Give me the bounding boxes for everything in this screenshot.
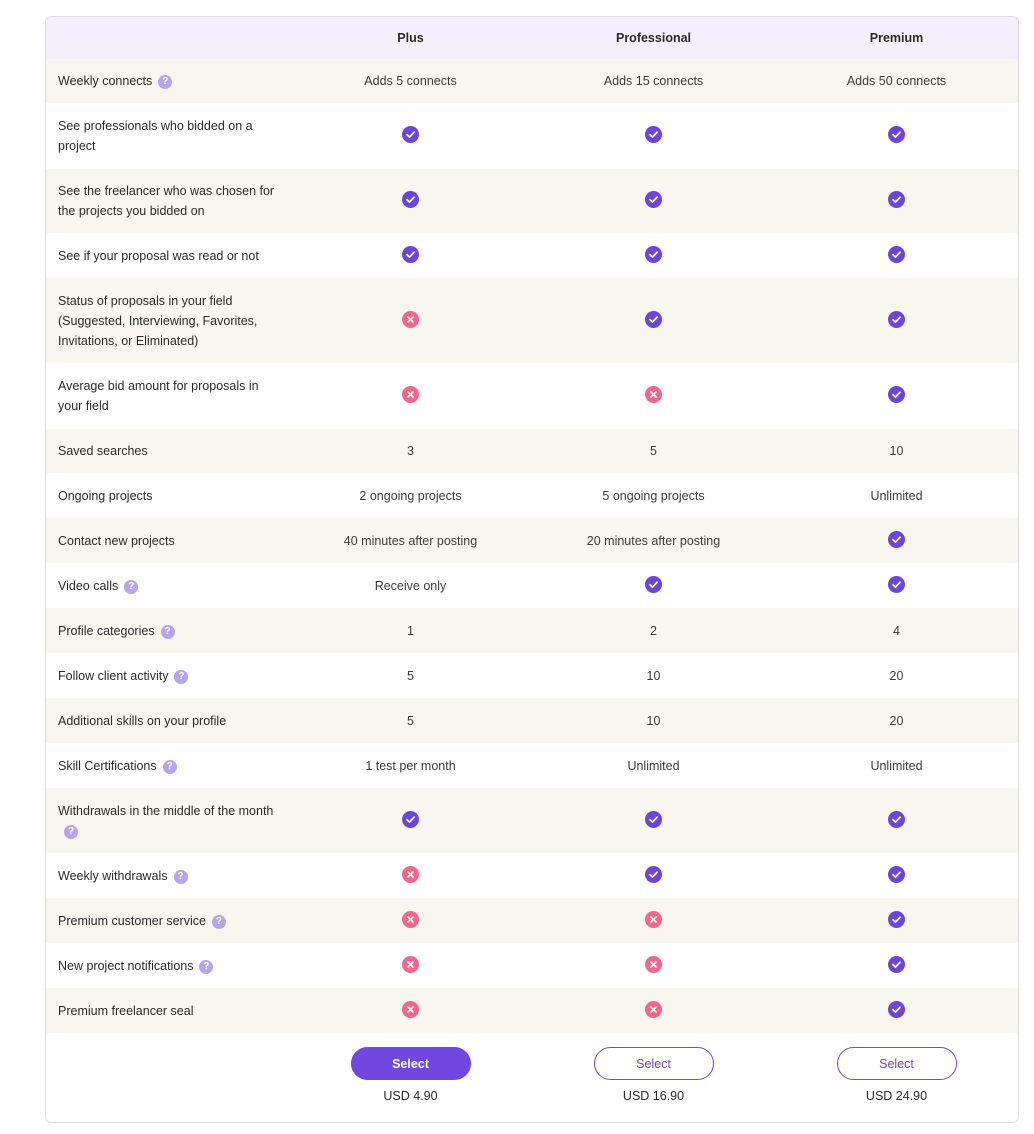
- cell-plus: [289, 386, 532, 406]
- cell-value: Unlimited: [870, 488, 923, 503]
- table-row: [46, 278, 1018, 363]
- price-professional: USD 16.90: [622, 1089, 685, 1103]
- cell-value: 5: [650, 444, 657, 458]
- cell-premium: [775, 126, 1018, 146]
- table-footer: [46, 1033, 1018, 1121]
- cell-premium: [775, 714, 1018, 728]
- cell-premium: [775, 246, 1018, 266]
- cross-icon: [402, 911, 419, 931]
- check-icon: [888, 531, 905, 551]
- cell-plus: [289, 489, 532, 503]
- feature-label-text: See professionals who bidded on a project: [58, 119, 253, 153]
- cell-premium: [775, 191, 1018, 211]
- help-icon[interactable]: ?: [124, 580, 138, 594]
- cell-plus: [289, 311, 532, 331]
- feature-label: [46, 666, 289, 686]
- feature-label-text: Additional skills on your profile: [58, 713, 227, 728]
- feature-label: [46, 486, 289, 506]
- feature-label-text: Withdrawals in the middle of the month: [58, 803, 274, 818]
- feature-label: [46, 376, 289, 416]
- feature-label-text: Status of proposals in your field (Suggested, Interviewing, Favorites, Invitations, or Eliminated): [58, 293, 258, 348]
- cell-value: 10: [646, 668, 661, 683]
- cell-value: Adds 15 connects: [603, 74, 704, 88]
- cell-value: Unlimited: [627, 758, 680, 773]
- cell-professional: [532, 534, 775, 548]
- feature-label: [46, 246, 289, 266]
- feature-label: [46, 866, 289, 886]
- feature-label-text: See the freelancer who was chosen for the projects you bidded on: [58, 184, 275, 218]
- feature-label: [46, 71, 289, 91]
- feature-label-text: Premium freelancer seal: [58, 1003, 194, 1018]
- cross-icon: [402, 866, 419, 886]
- check-icon: [888, 956, 905, 976]
- cell-professional: [532, 311, 775, 331]
- cell-plus: [289, 534, 532, 548]
- cell-value: Unlimited: [870, 758, 923, 773]
- cross-icon: [645, 386, 662, 406]
- check-icon: [888, 191, 905, 211]
- cell-plus: [289, 759, 532, 773]
- cell-plus: [289, 1001, 532, 1021]
- cell-premium: [775, 576, 1018, 596]
- feature-label-text: Ongoing projects: [58, 488, 153, 503]
- cell-professional: [532, 956, 775, 976]
- header-plan-premium: Premium: [869, 31, 924, 45]
- feature-label-text: Video calls: [58, 578, 119, 593]
- check-icon: [645, 191, 662, 211]
- cross-icon: [645, 956, 662, 976]
- cell-plus: [289, 579, 532, 593]
- cell-premium: [775, 911, 1018, 931]
- table-row: [46, 608, 1018, 653]
- cell-plus: [289, 811, 532, 831]
- cell-plus: [289, 669, 532, 683]
- cell-professional: [532, 191, 775, 211]
- cell-premium: [775, 386, 1018, 406]
- feature-label: [46, 576, 289, 596]
- cell-professional: [532, 246, 775, 266]
- cross-icon: [402, 311, 419, 331]
- feature-label: [46, 756, 289, 776]
- table-row: [46, 898, 1018, 943]
- feature-label: [46, 956, 289, 976]
- feature-label: [46, 531, 289, 551]
- feature-label: [46, 621, 289, 641]
- header-plan-professional: Professional: [615, 31, 692, 45]
- cell-premium: [775, 956, 1018, 976]
- table-row: [46, 788, 1018, 853]
- cell-professional: [532, 714, 775, 728]
- check-icon: [402, 811, 419, 831]
- check-icon: [888, 576, 905, 596]
- check-icon: [888, 911, 905, 931]
- help-icon[interactable]: ?: [199, 960, 213, 974]
- help-icon[interactable]: ?: [64, 825, 78, 839]
- cell-professional: [532, 811, 775, 831]
- check-icon: [888, 811, 905, 831]
- feature-label-text: Weekly connects: [58, 74, 153, 88]
- cell-professional: [532, 669, 775, 683]
- cell-plus: [289, 911, 532, 931]
- cell-plus: [289, 126, 532, 146]
- plan-footer-plus: [289, 1047, 532, 1103]
- cell-premium: [775, 759, 1018, 773]
- cell-professional: [532, 624, 775, 638]
- table-row: [46, 233, 1018, 278]
- table-row: [46, 943, 1018, 988]
- plan-comparison-table: [45, 16, 1019, 1123]
- feature-label-text: Follow client activity: [58, 668, 169, 683]
- help-icon[interactable]: ?: [174, 870, 188, 884]
- select-professional-button[interactable]: Select: [594, 1047, 714, 1080]
- cell-professional: [532, 489, 775, 503]
- feature-label: [46, 801, 289, 841]
- table-row: [46, 853, 1018, 898]
- cell-plus: [289, 866, 532, 886]
- cell-professional: [532, 911, 775, 931]
- table-row: [46, 563, 1018, 608]
- cell-value: 4: [893, 623, 900, 638]
- cell-plus: [289, 246, 532, 266]
- cell-value: 20 minutes after posting: [586, 533, 721, 548]
- feature-label-text: Weekly withdrawals: [58, 868, 168, 883]
- feature-label: [46, 116, 289, 156]
- select-premium-button[interactable]: Select: [837, 1047, 957, 1080]
- check-icon: [888, 1001, 905, 1021]
- cell-professional: [532, 759, 775, 773]
- cell-professional: [532, 126, 775, 146]
- help-icon[interactable]: ?: [163, 760, 177, 774]
- table-row: [46, 429, 1018, 473]
- cell-value: 5 ongoing projects: [602, 488, 705, 503]
- cell-premium: [775, 1001, 1018, 1021]
- cell-value: 2 ongoing projects: [359, 488, 462, 503]
- table-row: [46, 363, 1018, 429]
- cell-professional: [532, 576, 775, 596]
- feature-label-text: Premium customer service: [58, 913, 206, 928]
- table-row: [46, 743, 1018, 788]
- check-icon: [888, 386, 905, 406]
- check-icon: [645, 576, 662, 596]
- cross-icon: [402, 1001, 419, 1021]
- cell-value: 5: [407, 668, 414, 683]
- cross-icon: [402, 386, 419, 406]
- table-header: [46, 17, 1018, 59]
- plan-footer-professional: [532, 1047, 775, 1103]
- cell-premium: [775, 669, 1018, 683]
- feature-label: [46, 181, 289, 221]
- cell-premium: [775, 531, 1018, 551]
- check-icon: [645, 246, 662, 266]
- cell-premium: [775, 811, 1018, 831]
- check-icon: [888, 126, 905, 146]
- table-row: [46, 473, 1018, 518]
- cell-plus: [289, 956, 532, 976]
- check-icon: [888, 866, 905, 886]
- table-row: [46, 103, 1018, 169]
- feature-label-text: Profile categories: [58, 623, 155, 638]
- cell-plus: [289, 714, 532, 728]
- cell-value: 3: [407, 444, 414, 458]
- price-premium: USD 24.90: [865, 1089, 928, 1103]
- cell-plus: [289, 191, 532, 211]
- table-row: [46, 988, 1018, 1033]
- check-icon: [402, 191, 419, 211]
- cell-premium: [775, 74, 1018, 88]
- feature-label-text: Average bid amount for proposals in your field: [58, 379, 259, 413]
- cell-value: 1: [407, 623, 414, 638]
- feature-label-text: New project notifications: [58, 958, 194, 973]
- cross-icon: [645, 911, 662, 931]
- cell-value: 2: [650, 623, 657, 638]
- cell-professional: [532, 74, 775, 88]
- cell-value: Receive only: [374, 578, 447, 593]
- table-row: [46, 518, 1018, 563]
- plan-footer-premium: [775, 1047, 1018, 1103]
- header-plan-plus: Plus: [397, 31, 424, 45]
- check-icon: [645, 811, 662, 831]
- help-icon[interactable]: ?: [161, 625, 175, 639]
- table-row: [46, 698, 1018, 743]
- cell-professional: [532, 1001, 775, 1021]
- feature-label: [46, 711, 289, 731]
- select-plus-button[interactable]: Select: [351, 1047, 471, 1080]
- cell-value: 10: [646, 713, 661, 728]
- cross-icon: [402, 956, 419, 976]
- cross-icon: [645, 1001, 662, 1021]
- cell-value: 5: [407, 713, 414, 728]
- feature-label-text: Skill Certifications: [58, 758, 157, 773]
- cell-professional: [532, 866, 775, 886]
- cell-value: Adds 50 connects: [846, 74, 947, 88]
- cell-premium: [775, 444, 1018, 458]
- cell-value: 40 minutes after posting: [343, 533, 478, 548]
- cell-plus: [289, 624, 532, 638]
- cell-plus: [289, 444, 532, 458]
- check-icon: [888, 246, 905, 266]
- cell-premium: [775, 624, 1018, 638]
- cell-plus: [289, 74, 532, 88]
- check-icon: [402, 126, 419, 146]
- table-row: [46, 169, 1018, 233]
- cell-professional: [532, 444, 775, 458]
- help-icon[interactable]: ?: [174, 670, 188, 684]
- check-icon: [645, 866, 662, 886]
- cell-professional: [532, 386, 775, 406]
- check-icon: [888, 311, 905, 331]
- feature-label: [46, 1001, 289, 1021]
- cell-premium: [775, 311, 1018, 331]
- cell-value: 20: [889, 713, 904, 728]
- feature-label: [46, 441, 289, 461]
- cell-value: Adds 5 connects: [364, 74, 457, 88]
- cell-value: 20: [889, 668, 904, 683]
- table-row: [46, 59, 1018, 103]
- feature-rows: [46, 59, 1018, 1033]
- feature-label-text: Contact new projects: [58, 533, 175, 548]
- check-icon: [402, 246, 419, 266]
- cell-premium: [775, 489, 1018, 503]
- cell-value: 1 test per month: [365, 758, 456, 773]
- feature-label: [46, 911, 289, 931]
- price-plus: USD 4.90: [383, 1089, 438, 1103]
- table-row: [46, 653, 1018, 698]
- help-icon[interactable]: ?: [212, 915, 226, 929]
- help-icon[interactable]: ?: [158, 75, 172, 89]
- cell-premium: [775, 866, 1018, 886]
- feature-label-text: See if your proposal was read or not: [58, 248, 259, 263]
- check-icon: [645, 311, 662, 331]
- feature-label-text: Saved searches: [58, 444, 148, 458]
- cell-value: 10: [889, 444, 904, 458]
- feature-label: [46, 291, 289, 351]
- check-icon: [645, 126, 662, 146]
